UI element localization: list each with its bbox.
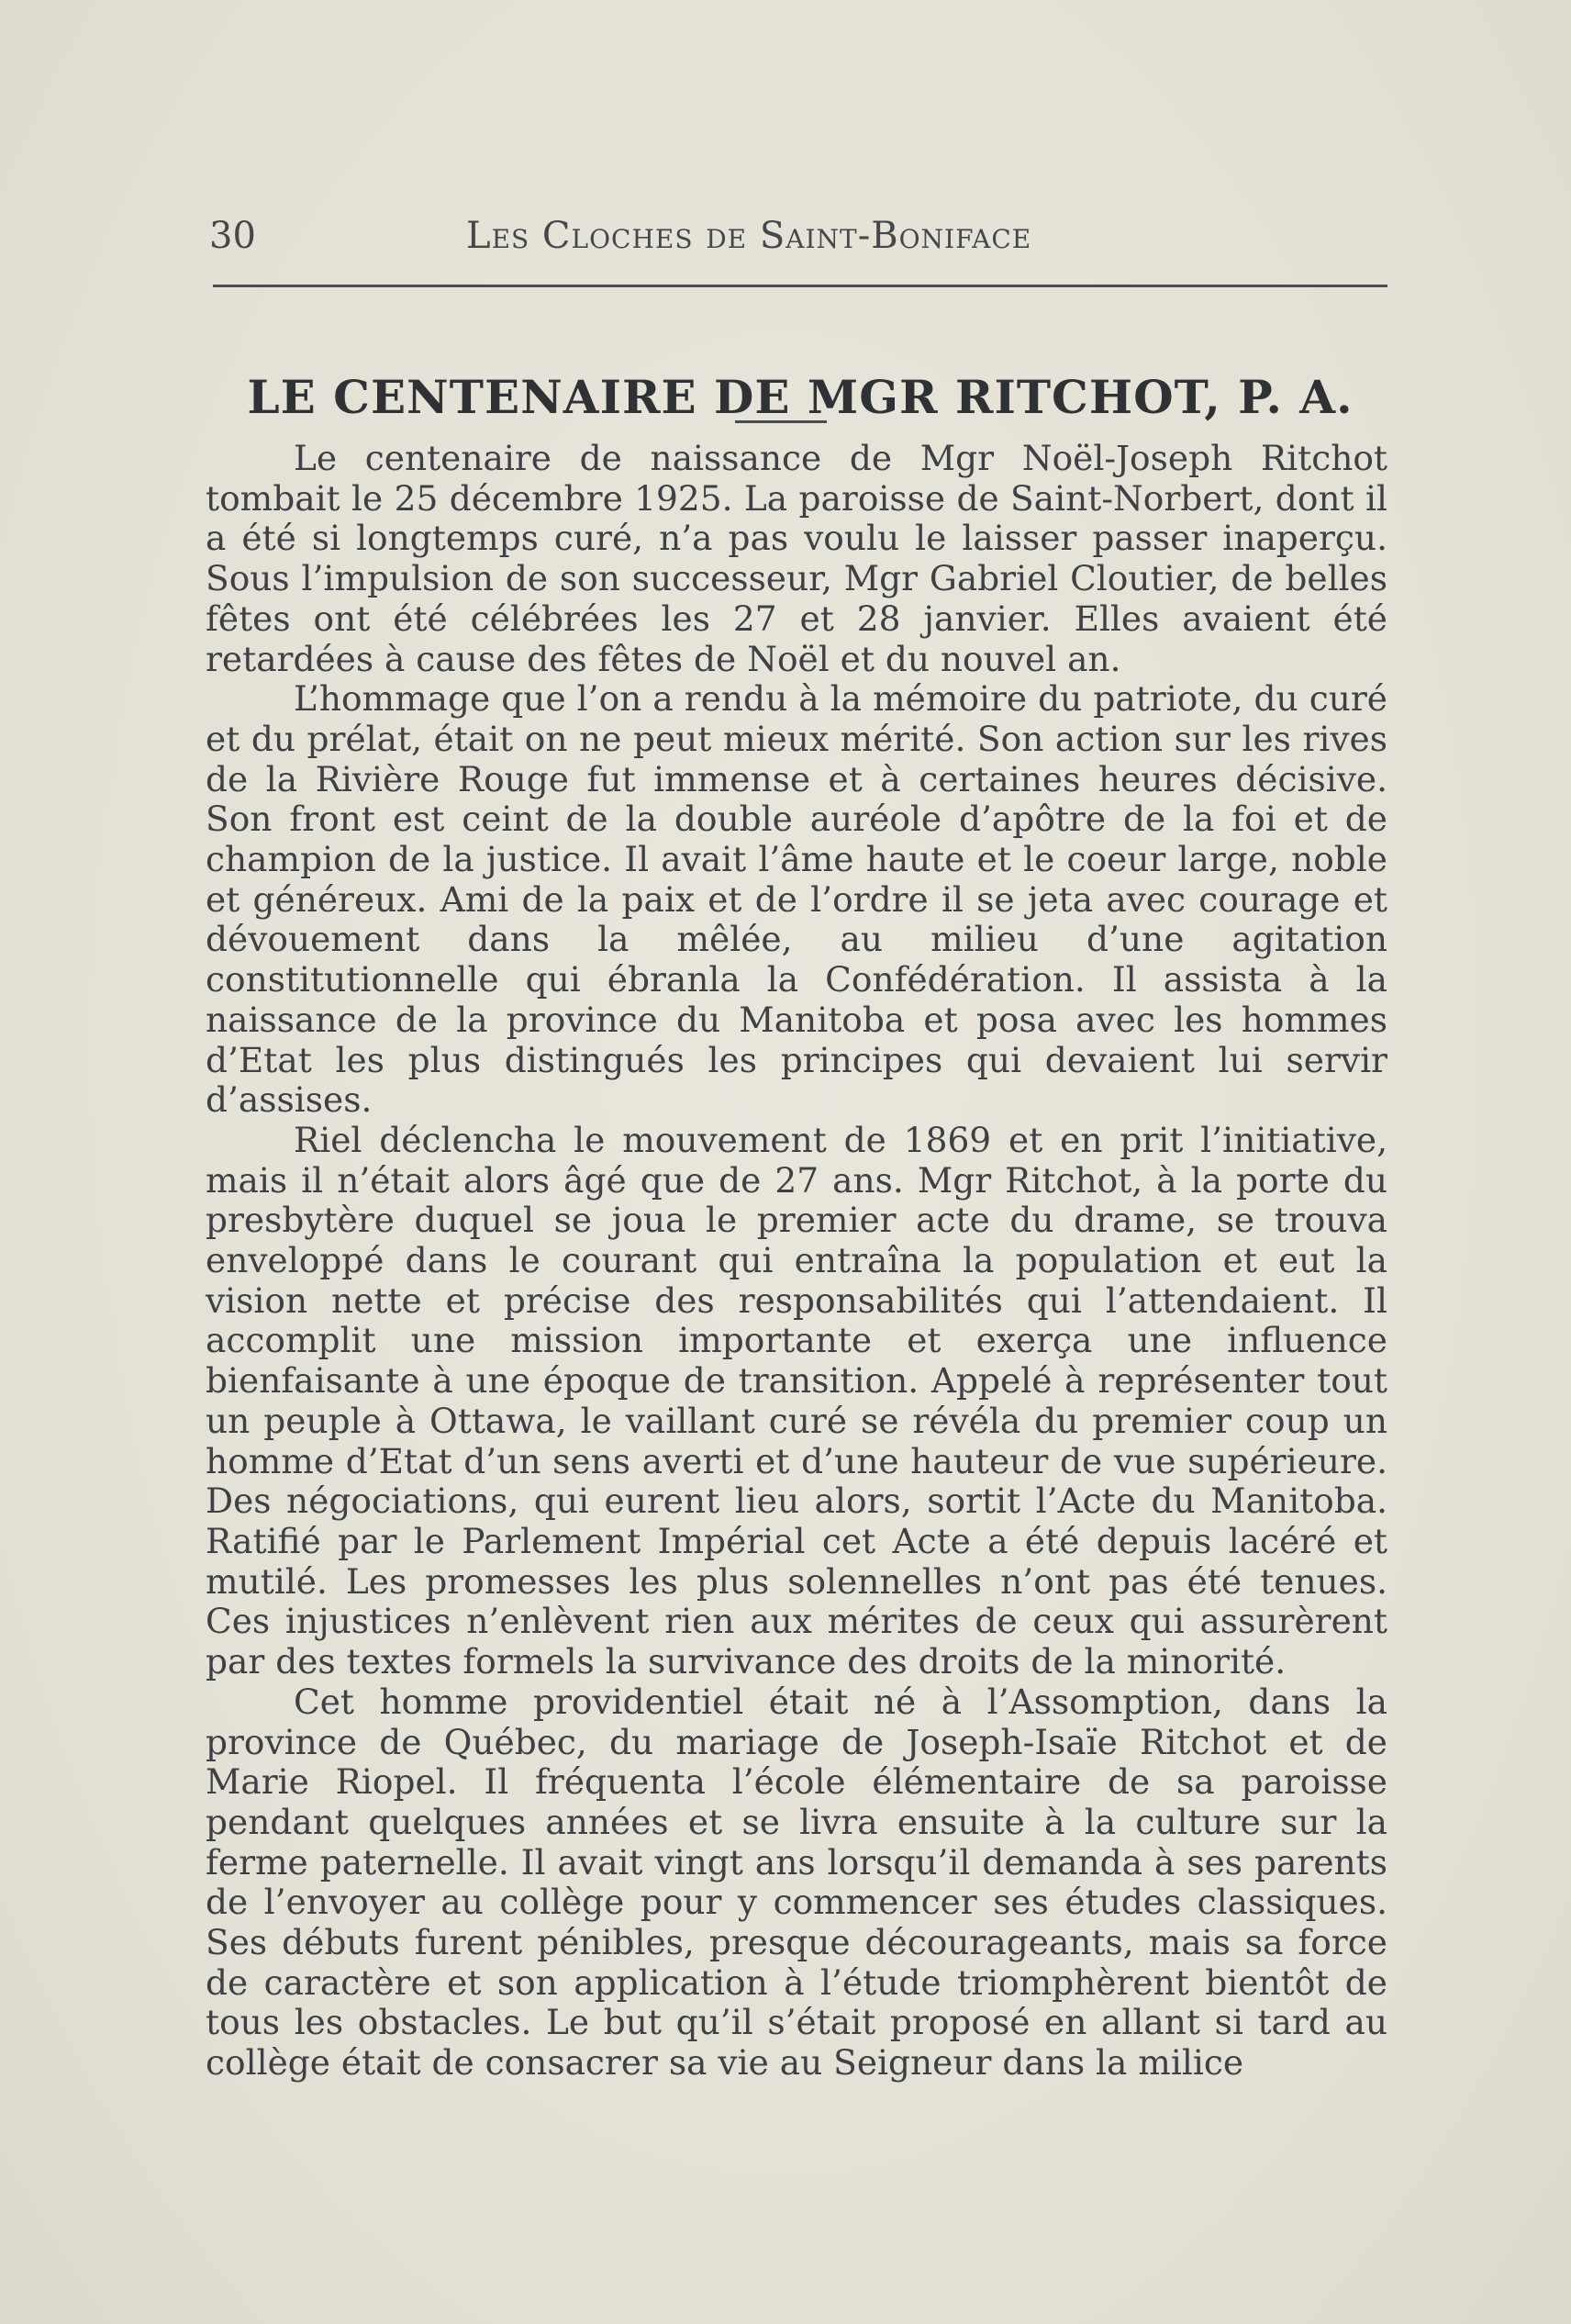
paragraph: Riel déclencha le mouvement de 1869 et en prit l’initiative, mais il n’était alors âgé que de 27 ans. Mgr Ritchot, à la porte du presbytère duquel se joua le premier acte du drame, se trouva enveloppé dans le courant qui entraîna la population et eut la vision nette et précise des responsabilités qui l’attendaient. Il accomplit une mission importante et exerça une influence bienfaisante à une époque de transition. Appelé à représenter tout un peuple à Ottawa, le vaillant curé se révéla du premier coup un homme d’Etat d’un sens averti et d’une hauteur de vue supérieure. Des négociations, qui eurent lieu alors, sortit l’Acte du Manitoba. Ratifié par le Parlement Impérial cet Acte a été depuis lacéré et mutilé. Les promesses les plus solennelles n’ont pas été tenues. Ces injustices n’enlèvent rien aux mérites de ceux qui assurèrent par des textes formels la survivance des droits de la minorité. [206,1119,1387,1682]
running-head [209,213,1384,268]
header-rule [213,285,1387,287]
paragraph: Cet homme providentiel était né à l’Assomption, dans la province de Québec, du mariage de Joseph-Isaïe Ritchot et de Marie Riopel. Il fréquenta l’école élémentaire de sa paroisse pendant quelques années et se livra ensuite à la culture sur la ferme paternelle. Il avait vingt ans lorsqu’il demanda à ses parents de l’envoyer au collège pour y commencer ses études classiques. Ses débuts furent pénibles, presque décourageants, mais sa force de caractère et son application à l’étude triomphèrent bientôt de tous les obstacles. Le but qu’il s’était proposé en allant si tard au collège était de consacrer sa vie au Seigneur dans la milice [206,1681,1387,2084]
title-divider [735,420,827,423]
paragraph: L’hommage que l’on a rendu à la mémoire du patriote, du curé et du prélat, était on ne peut mieux mérité. Son action sur les rives de la Rivière Rouge fut immense et à certaines heures décisive. Son front est ceint de la double auréole d’apôtre de la foi et de champion de la justice. Il avait l’âme haute et le coeur large, noble et généreux. Ami de la paix et de l’ordre il se jeta avec courage et dévouement dans la mêlée, au milieu d’une agitation constitutionnelle qui ébranla la Confédération. Il assista à la naissance de la province du Manitoba et posa avec les hommes d’Etat les plus distingués les principes qui devaient lui servir d’assises. [206,678,1387,1121]
article-body [206,439,1387,2084]
paragraph: Le centenaire de naissance de Mgr Noël-Joseph Ritchot tombait le 25 décembre 1925. La paroisse de Saint-Norbert, dont il a été si longtemps curé, n’a pas voulu le laisser passer inaperçu. Sous l’impulsion de son successeur, Mgr Gabriel Cloutier, de belles fêtes ont été célébrées les 27 et 28 janvier. Elles avaient été retardées à cause des fêtes de Noël et du nouvel an. [206,438,1387,679]
page-number: 30 [209,215,256,257]
journal-title: Les Cloches de Saint-Boniface [466,215,1032,257]
article-title: LE CENTENAIRE DE MGR RITCHOT, P. A. [247,369,1354,424]
